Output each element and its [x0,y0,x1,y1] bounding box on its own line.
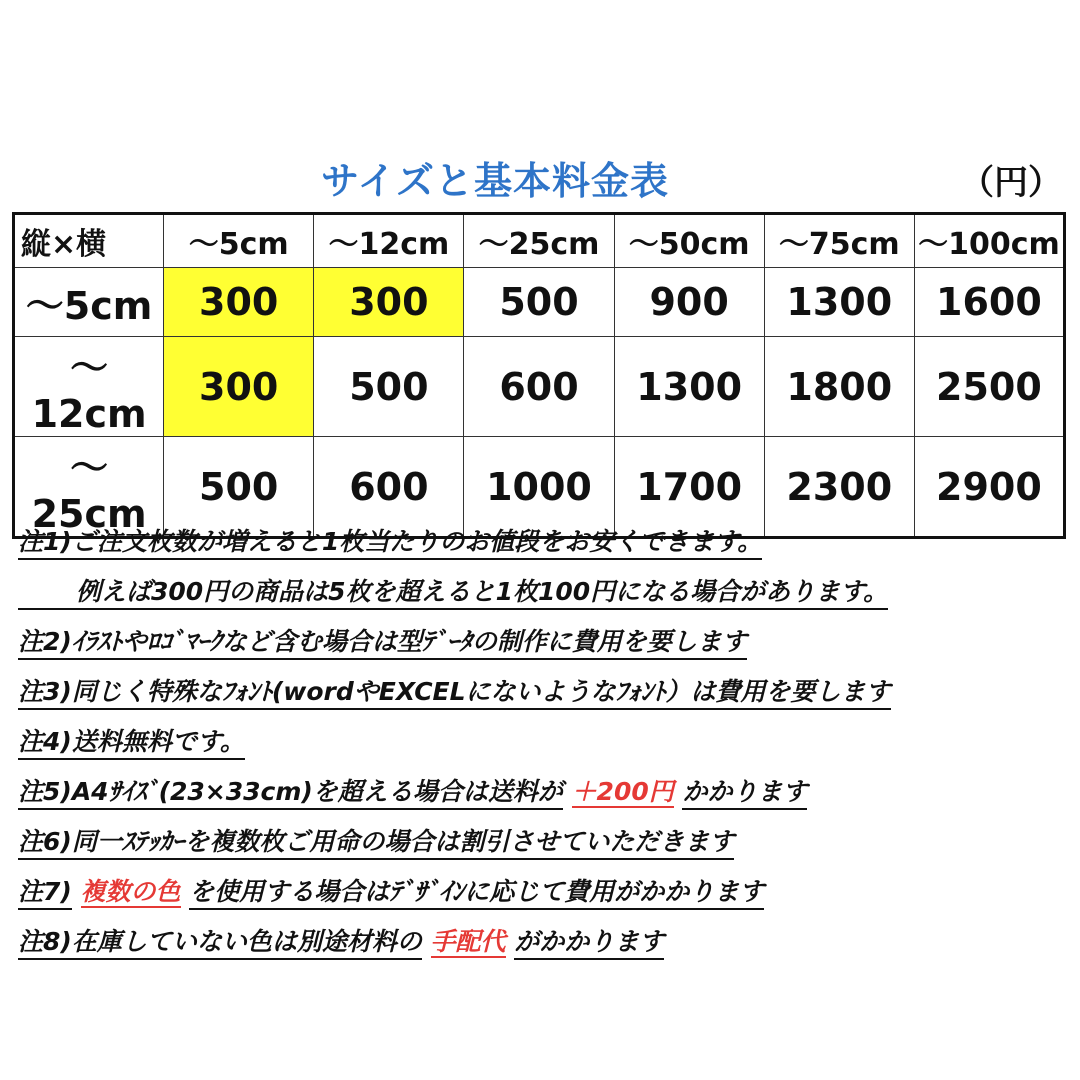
note-7 [18,872,1068,922]
price-cell-highlighted: 300 [314,268,464,337]
note-text: 注8)在庫していない色は別途材料の [18,927,422,960]
price-cell: 2500 [914,337,1064,437]
price-cell: 2300 [764,437,914,538]
price-cell-highlighted: 300 [164,268,314,337]
table-row [14,337,1065,437]
note-1 [18,522,1068,572]
price-cell: 900 [614,268,764,337]
price-table [12,212,1066,539]
price-cell: 600 [314,437,464,538]
note-2 [18,622,1068,672]
note-text: 注1)ご注文枚数が増えると1枚当たりのお値段をお安くできます。 [18,527,762,560]
row-header: ～25cm [14,437,164,538]
page-title: サイズと基本料金表 [321,159,669,203]
multi-color-highlight: 複数の色 [80,877,181,906]
price-cell: 500 [314,337,464,437]
table-header-row [14,214,1065,268]
price-cell: 2900 [914,437,1064,538]
note-text: がかかります [514,927,664,960]
row-header: ～12cm [14,337,164,437]
notes-list [18,522,1068,972]
note-text: かかります [682,777,807,810]
column-header: ～75cm [764,214,914,268]
note-text: 注2)ｲﾗｽﾄやﾛｺﾞﾏｰｸなど含む場合は型ﾃﾞｰﾀの制作に費用を要します [18,627,747,660]
price-cell: 500 [464,268,614,337]
column-header: ～50cm [614,214,764,268]
price-cell-highlighted: 300 [164,337,314,437]
shipping-surcharge-highlight: ＋200円 [571,777,674,806]
note-1-example [18,572,1068,622]
price-cell: 1700 [614,437,764,538]
note-6 [18,822,1068,872]
note-8 [18,922,1068,972]
column-header: ～100cm [914,214,1064,268]
price-cell: 500 [164,437,314,538]
note-text: 注6)同一ｽﾃｯｶｰを複数枚ご用命の場合は割引させていただきます [18,827,734,860]
price-cell: 1300 [614,337,764,437]
price-cell: 1800 [764,337,914,437]
price-cell: 1000 [464,437,614,538]
note-text: 注7) [18,877,72,910]
table-row [14,268,1065,337]
note-text: 注5)A4ｻｲｽﾞ(23×33cm)を超える場合は送料が [18,777,563,810]
price-cell: 600 [464,337,614,437]
note-text: を使用する場合はﾃﾞｻﾞｲﾝに応じて費用がかかります [189,877,764,910]
column-header: ～5cm [164,214,314,268]
price-cell: 1600 [914,268,1064,337]
note-text: 例えば300円の商品は5枚を超えると1枚100円になる場合があります。 [18,577,888,610]
row-header: ～5cm [14,268,164,337]
note-5 [18,772,1068,822]
column-header: ～25cm [464,214,614,268]
table-corner-label: 縦×横 [14,214,164,268]
note-3 [18,672,1068,722]
column-header: ～12cm [314,214,464,268]
note-text: 注4)送料無料です。 [18,727,245,760]
currency-unit-label: （円） [960,163,1062,203]
price-cell: 1300 [764,268,914,337]
arrangement-fee-highlight: 手配代 [430,927,506,956]
note-text: 注3)同じく特殊なﾌｫﾝﾄ(wordやEXCELにないようなﾌｫﾝﾄ）は費用を要します [18,677,891,710]
note-4 [18,722,1068,772]
